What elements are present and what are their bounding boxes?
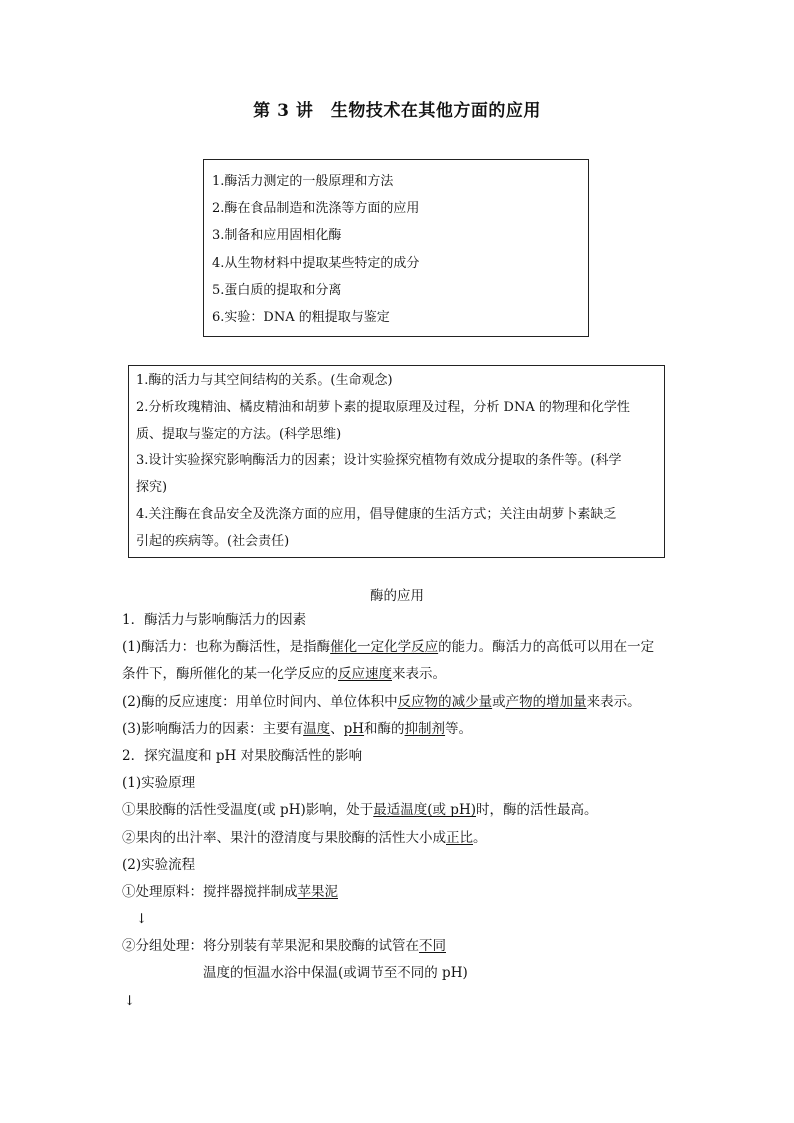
- syllabus-item: 4.从生物材料中提取某些特定的成分: [212, 255, 420, 271]
- paragraph-enzyme-activity-cont: [122, 661, 682, 688]
- literacy-box: [128, 365, 665, 558]
- key-term: 温度: [303, 720, 331, 737]
- text: ①处理原料：搅拌器搅拌制成: [122, 883, 298, 900]
- text: 来表示。: [586, 693, 641, 710]
- key-term: 最适温度(或 pH): [373, 802, 476, 819]
- literacy-line: 质、提取与鉴定的方法。(科学思维): [136, 426, 342, 442]
- literacy-line: 2.分析玫瑰精油、橘皮精油和胡萝卜素的提取原理及过程，分析 DNA 的物理和化学性: [136, 399, 630, 415]
- literacy-line: 3.设计实验探究影响酶活力的因素；设计实验探究植物有效成分提取的条件等。(科学: [136, 453, 622, 469]
- procedure-step-1: [122, 879, 682, 906]
- text: ①果胶酶的活性受温度(或 pH)影响，处于: [122, 802, 374, 819]
- text: (1)酶活力：也称为酶活性，是指酶: [122, 639, 331, 656]
- text: 。: [473, 829, 487, 846]
- text: 来表示。: [392, 666, 446, 683]
- down-arrow-icon: ↓: [124, 992, 136, 1009]
- text: 、: [330, 720, 344, 737]
- key-term: 正比: [446, 829, 473, 846]
- section-body: [122, 607, 682, 1015]
- key-term: 苹果泥: [297, 883, 338, 900]
- principle-1: [122, 797, 682, 824]
- syllabus-item: 1.酶活力测定的一般原理和方法: [212, 174, 394, 189]
- text: ②果肉的出汁率、果汁的澄清度与果胶酶的活性大小成: [122, 829, 446, 846]
- text: 条件下，酶所催化的某一化学反应的: [122, 666, 338, 683]
- procedure-step-2: [122, 933, 682, 960]
- text: 的能力。酶活力的高低可以用在一定: [438, 639, 655, 656]
- text: 等。: [445, 720, 473, 737]
- literacy-line: 4.关注酶在食品安全及洗涤方面的应用，倡导健康的生活方式；关注由胡萝卜素缺乏: [136, 506, 617, 522]
- literacy-line: 探究): [136, 480, 168, 496]
- key-term: 产物的增加量: [505, 693, 587, 710]
- heading-2: 2．探究温度和 pH 对果胶酶活性的影响: [122, 747, 363, 764]
- key-term: 催化一定化学反应: [330, 639, 439, 656]
- paragraph-factors: [122, 716, 682, 743]
- key-term: 反应物的减少量: [397, 693, 493, 710]
- subheading-procedure: (2)实验流程: [122, 856, 196, 873]
- key-term: 抑制剂: [404, 720, 446, 737]
- text: (2)酶的反应速度：用单位时间内、单位体积中: [122, 693, 398, 710]
- text: ②分组处理：将分别装有苹果泥和果胶酶的试管在: [122, 938, 419, 955]
- syllabus-item: 3.制备和应用固相化酶: [212, 228, 342, 244]
- literacy-line: 引起的疾病等。(社会责任): [136, 533, 290, 549]
- syllabus-item: 5.蛋白质的提取和分离: [212, 282, 342, 298]
- heading-1: 1．酶活力与影响酶活力的因素: [122, 612, 307, 628]
- section-heading: 酶的应用: [370, 588, 424, 604]
- text: (3)影响酶活力的因素：主要有: [122, 720, 304, 737]
- syllabus-item: 2.酶在食品制造和洗涤等方面的应用: [212, 201, 420, 217]
- literacy-line: 1.酶的活力与其空间结构的关系。(生命观念): [136, 373, 393, 388]
- page-title: 第 3 讲 生物技术在其他方面的应用: [253, 101, 541, 121]
- text: 和酶的: [364, 720, 405, 737]
- text: 或: [492, 693, 506, 710]
- syllabus-box: [203, 159, 589, 337]
- text: 时，酶的活性最高。: [476, 802, 598, 819]
- key-term: 不同: [419, 938, 446, 955]
- key-term: pH: [343, 720, 365, 737]
- paragraph-enzyme-activity: [122, 634, 682, 661]
- syllabus-item: 6.实验：DNA 的粗提取与鉴定: [212, 310, 390, 326]
- key-term: 反应速度: [338, 666, 392, 683]
- principle-2: [122, 825, 682, 852]
- paragraph-reaction-speed: [122, 689, 682, 716]
- down-arrow-icon: ↓: [136, 911, 148, 928]
- procedure-step-2-cont: 温度的恒温水浴中保温(或调节至不同的 pH): [203, 965, 468, 982]
- subheading-principle: (1)实验原理: [122, 775, 196, 792]
